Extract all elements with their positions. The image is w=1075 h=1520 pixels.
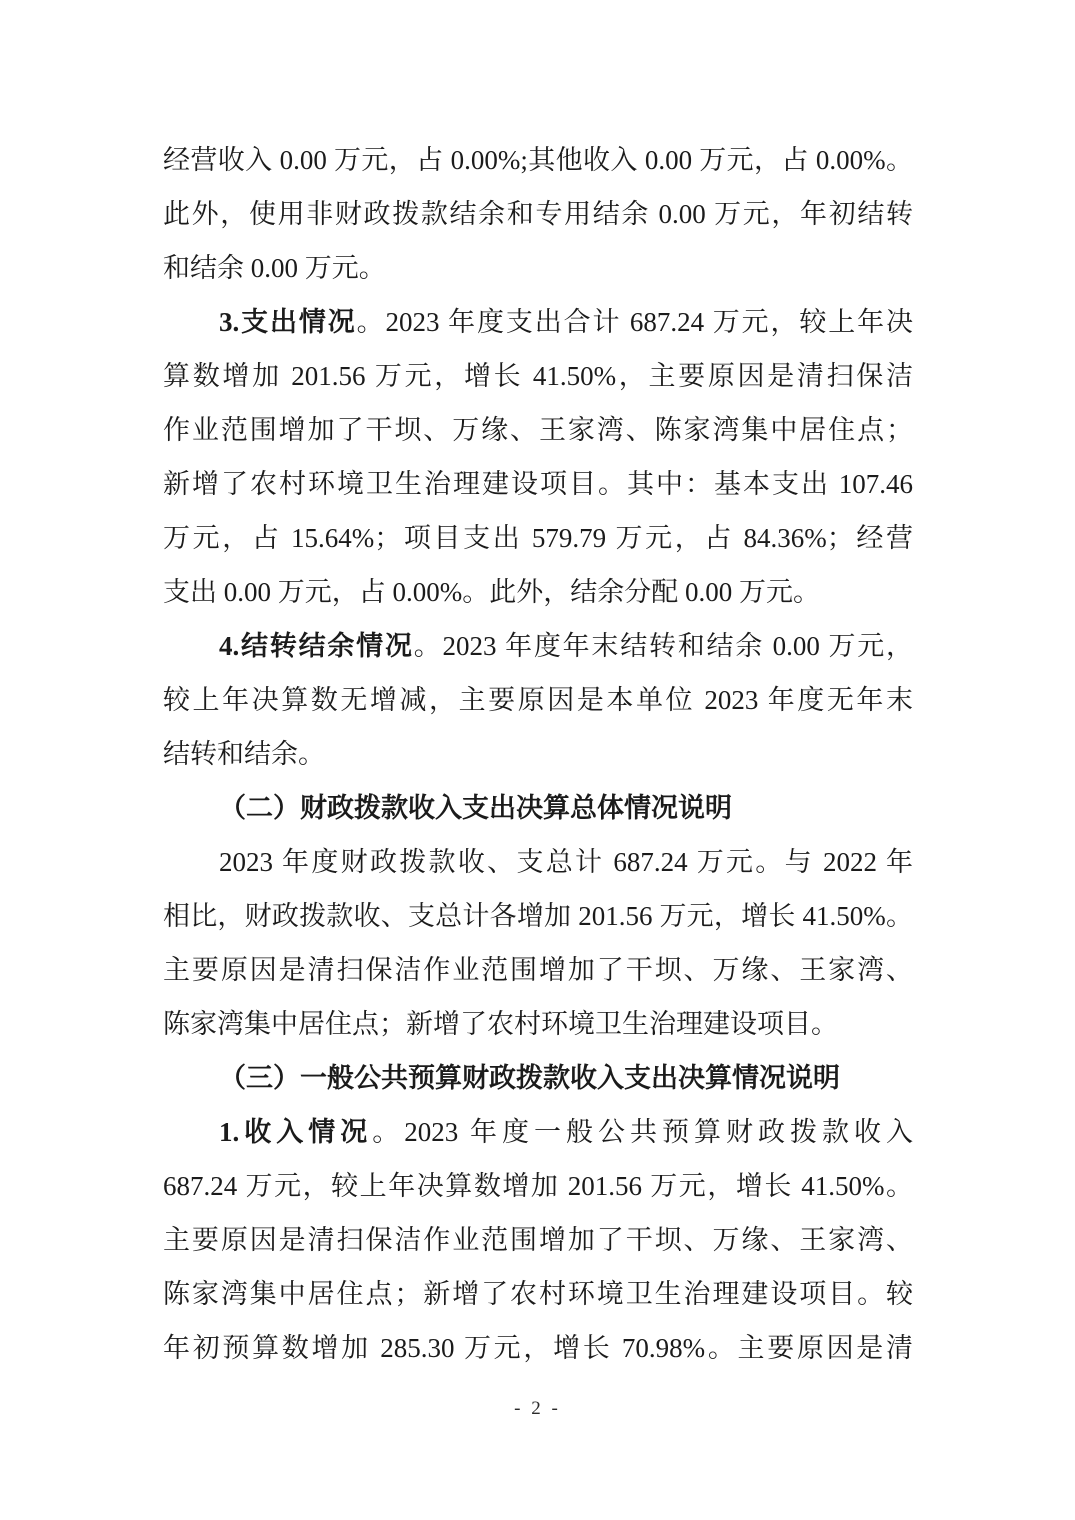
text-line — [163, 1105, 913, 1159]
text-line: 陈家湾集中居住点；新增了农村环境卫生治理建设项目。较 — [163, 1279, 913, 1309]
text-line: 相比，财政拨款收、支总计各增加 201.56 万元，增长 41.50%。 — [163, 901, 913, 931]
text-line: 万元，占 15.64%；项目支出 579.79 万元，占 84.36%；经营 — [163, 523, 913, 553]
text-line: 结转和结余。 — [163, 739, 325, 769]
text-line: 主要原因是清扫保洁作业范围增加了干坝、万缘、王家湾、 — [163, 1225, 913, 1255]
text-line: 主要原因是清扫保洁作业范围增加了干坝、万缘、王家湾、 — [163, 955, 913, 985]
text-line: 经营收入 0.00 万元，占 0.00%;其他收入 0.00 万元，占 0.00%。 — [163, 145, 913, 175]
heading-general-public-budget: （三）一般公共预算财政拨款收入支出决算情况说明 — [219, 1063, 840, 1093]
text-line: 陈家湾集中居住点；新增了农村环境卫生治理建设项目。 — [163, 1009, 838, 1039]
text-line: 年初预算数增加 285.30 万元，增长 70.98%。主要原因是清 — [163, 1333, 913, 1363]
text-line: 支出 0.00 万元，占 0.00%。此外，结余分配 0.00 万元。 — [163, 577, 820, 607]
para-lead-bold: 3.支出情况 — [219, 307, 357, 337]
para-carryover — [163, 619, 913, 781]
text-run: 。2023 年度支出合计 687.24 万元，较上年决 — [356, 307, 913, 337]
text-line: 2023 年度财政拨款收、支总计 687.24 万元。与 2022 年 — [219, 847, 913, 877]
text-line: 较上年决算数无增减，主要原因是本单位 2023 年度无年末 — [163, 685, 913, 715]
para-fiscal-appropriation-detail — [163, 835, 913, 1051]
text-run: 。2023 年度年末结转和结余 0.00 万元， — [413, 631, 913, 661]
text-line — [163, 295, 913, 349]
para-general-budget-income — [163, 1105, 913, 1375]
text-line: 作业范围增加了干坝、万缘、王家湾、陈家湾集中居住点； — [163, 415, 913, 445]
text-line — [163, 619, 913, 673]
text-line: 算数增加 201.56 万元，增长 41.50%，主要原因是清扫保洁 — [163, 361, 913, 391]
text-line: 新增了农村环境卫生治理建设项目。其中：基本支出 107.46 — [163, 469, 913, 499]
para-income-continuation — [163, 133, 913, 295]
page-number: - 2 - — [514, 1398, 561, 1419]
text-line: 687.24 万元，较上年决算数增加 201.56 万元，增长 41.50%。 — [163, 1171, 913, 1201]
heading-fiscal-appropriation-overview: （二）财政拨款收入支出决算总体情况说明 — [219, 793, 732, 823]
text-run: 。2023 年度一般公共预算财政拨款收入 — [372, 1117, 913, 1147]
text-line: 此外，使用非财政拨款结余和专用结余 0.00 万元，年初结转 — [163, 199, 913, 229]
para-expenditure — [163, 295, 913, 619]
para-lead-bold: 4.结转结余情况 — [219, 631, 414, 661]
document-body — [163, 133, 913, 1375]
para-lead-bold: 1.收入情况 — [219, 1117, 373, 1147]
text-line: 和结余 0.00 万元。 — [163, 253, 386, 283]
